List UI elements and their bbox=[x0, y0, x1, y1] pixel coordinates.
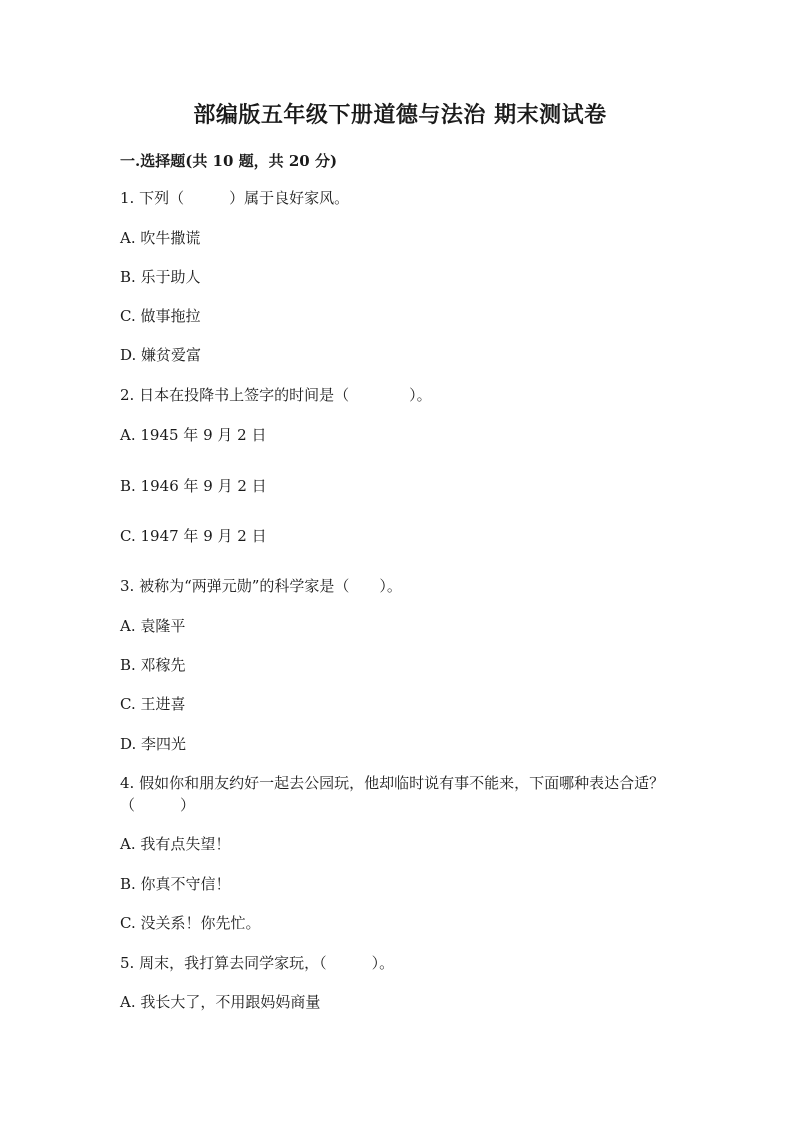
option-text: A. 我长大了，不用跟妈妈商量 bbox=[120, 993, 321, 1011]
option-text: A. 吹牛撒谎 bbox=[120, 229, 201, 247]
option-text: C. 没关系！你先忙。 bbox=[120, 914, 261, 932]
question-stem: 2. 日本在投降书上签字的时间是（ ）。 bbox=[120, 386, 432, 404]
option-text: A. 1945 年 9 月 2 日 bbox=[120, 426, 267, 444]
option-text: B. 你真不守信！ bbox=[120, 875, 231, 893]
option-text: B. 邓稼先 bbox=[120, 656, 186, 674]
option-text: C. 1947 年 9 月 2 日 bbox=[120, 527, 267, 545]
option-text: C. 做事拖拉 bbox=[120, 307, 201, 325]
option-text: B. 乐于助人 bbox=[120, 268, 201, 286]
page-title: 部编版五年级下册道德与法治 期末测试卷 bbox=[193, 102, 607, 128]
question-stem: 3. 被称为“两弹元勋”的科学家是（ ）。 bbox=[120, 577, 402, 595]
question-stem: 5. 周末，我打算去同学家玩，（ ）。 bbox=[120, 954, 395, 972]
option-text: A. 袁隆平 bbox=[120, 617, 186, 635]
option-text: C. 王进喜 bbox=[120, 695, 186, 713]
option-text: A. 我有点失望！ bbox=[120, 835, 231, 853]
option-text: D. 嫌贫爱富 bbox=[120, 346, 202, 364]
question-stem: 4. 假如你和朋友约好一起去公园玩，他却临时说有事不能来，下面哪种表达合适？（ ） bbox=[120, 774, 665, 814]
section-heading: 一.选择题(共 10 题，共 20 分) bbox=[120, 152, 338, 170]
option-text: B. 1946 年 9 月 2 日 bbox=[120, 477, 267, 495]
option-text: D. 李四光 bbox=[120, 735, 187, 753]
question-stem: 1. 下列（ ）属于良好家风。 bbox=[120, 189, 350, 207]
